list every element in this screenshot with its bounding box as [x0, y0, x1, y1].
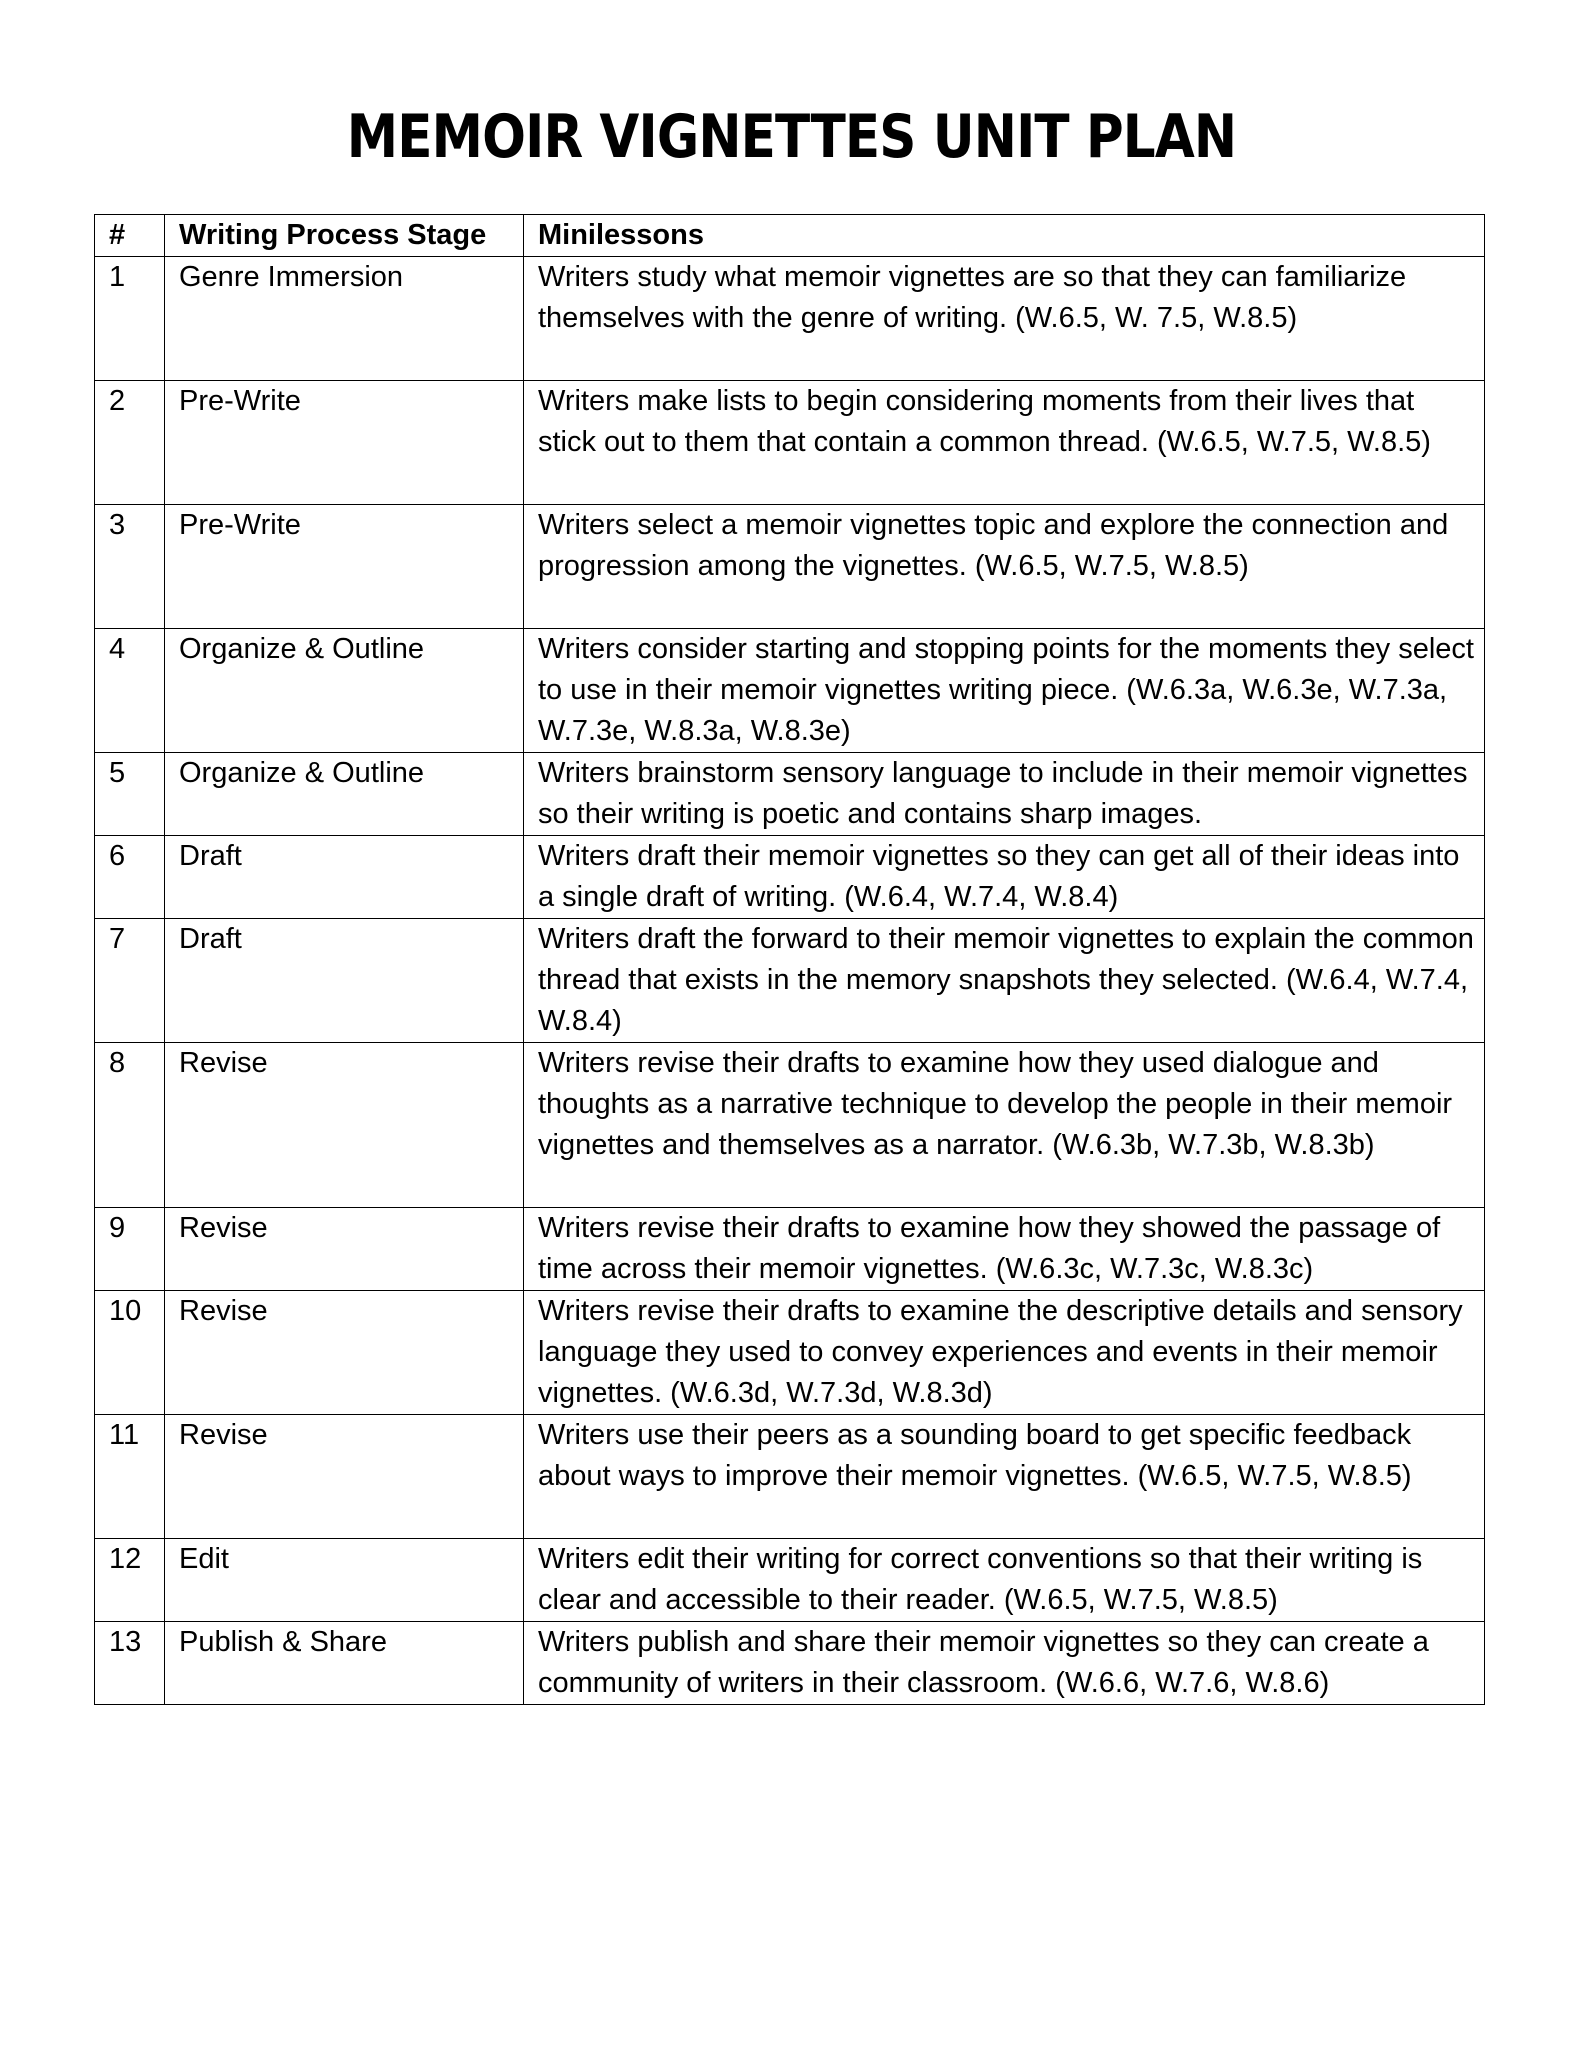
table-row	[95, 629, 1485, 753]
row-stage: Revise	[165, 1208, 524, 1291]
table-header-row	[95, 215, 1485, 257]
row-number: 13	[95, 1622, 165, 1705]
row-stage: Revise	[165, 1415, 524, 1539]
row-minilesson: Writers draft the forward to their memoir vignettes to explain the common thread that exists in the memory snapshots they selected. (W.6.4, W.7.4, W.8.4)	[524, 919, 1485, 1043]
row-number: 3	[95, 505, 165, 629]
table-row	[95, 1622, 1485, 1705]
row-minilesson: Writers draft their memoir vignettes so they can get all of their ideas into a single draft of writing. (W.6.4, W.7.4, W.8.4)	[524, 836, 1485, 919]
row-minilesson: Writers publish and share their memoir vignettes so they can create a community of writers in their classroom. (W.6.6, W.7.6, W.8.6)	[524, 1622, 1485, 1705]
unit-plan-table	[94, 214, 1485, 1705]
header-minilessons: Minilessons	[524, 215, 1485, 257]
row-minilesson: Writers make lists to begin considering moments from their lives that stick out to them that contain a common thread. (W.6.5, W.7.5, W.8.5)	[524, 381, 1485, 505]
row-number: 5	[95, 753, 165, 836]
table-row	[95, 753, 1485, 836]
row-number: 10	[95, 1291, 165, 1415]
row-number: 8	[95, 1043, 165, 1208]
row-minilesson: Writers brainstorm sensory language to include in their memoir vignettes so their writing is poetic and contains sharp images.	[524, 753, 1485, 836]
table-row	[95, 1208, 1485, 1291]
row-minilesson: Writers revise their drafts to examine how they used dialogue and thoughts as a narrative technique to develop the people in their memoir vignettes and themselves as a narrator. (W.6.3b, W.7.3b, W.8.3b)	[524, 1043, 1485, 1208]
table-row	[95, 1291, 1485, 1415]
row-minilesson: Writers use their peers as a sounding board to get specific feedback about ways to improve their memoir vignettes. (W.6.5, W.7.5, W.8.5)	[524, 1415, 1485, 1539]
table-row	[95, 1539, 1485, 1622]
row-number: 12	[95, 1539, 165, 1622]
row-stage: Organize & Outline	[165, 753, 524, 836]
row-minilesson: Writers study what memoir vignettes are so that they can familiarize themselves with the genre of writing. (W.6.5, W. 7.5, W.8.5)	[524, 257, 1485, 381]
row-stage: Pre-Write	[165, 381, 524, 505]
row-stage: Draft	[165, 919, 524, 1043]
row-number: 1	[95, 257, 165, 381]
row-stage: Genre Immersion	[165, 257, 524, 381]
table-row	[95, 1415, 1485, 1539]
table-row	[95, 836, 1485, 919]
table-row	[95, 1043, 1485, 1208]
row-stage: Revise	[165, 1043, 524, 1208]
row-minilesson: Writers edit their writing for correct conventions so that their writing is clear and accessible to their reader. (W.6.5, W.7.5, W.8.5)	[524, 1539, 1485, 1622]
row-stage: Draft	[165, 836, 524, 919]
row-minilesson: Writers consider starting and stopping points for the moments they select to use in their memoir vignettes writing piece. (W.6.3a, W.6.3e, W.7.3a, W.7.3e, W.8.3a, W.8.3e)	[524, 629, 1485, 753]
table-row	[95, 257, 1485, 381]
row-number: 9	[95, 1208, 165, 1291]
page-title: MEMOIR VIGNETTES UNIT PLAN	[346, 102, 1237, 172]
row-minilesson: Writers select a memoir vignettes topic and explore the connection and progression among the vignettes. (W.6.5, W.7.5, W.8.5)	[524, 505, 1485, 629]
row-number: 2	[95, 381, 165, 505]
row-minilesson: Writers revise their drafts to examine how they showed the passage of time across their memoir vignettes. (W.6.3c, W.7.3c, W.8.3c)	[524, 1208, 1485, 1291]
row-minilesson: Writers revise their drafts to examine the descriptive details and sensory language they used to convey experiences and events in their memoir vignettes. (W.6.3d, W.7.3d, W.8.3d)	[524, 1291, 1485, 1415]
row-stage: Pre-Write	[165, 505, 524, 629]
table-row	[95, 381, 1485, 505]
row-stage: Revise	[165, 1291, 524, 1415]
header-number: #	[95, 215, 165, 257]
row-stage: Organize & Outline	[165, 629, 524, 753]
header-writing-process-stage: Writing Process Stage	[165, 215, 524, 257]
row-number: 4	[95, 629, 165, 753]
table-row	[95, 919, 1485, 1043]
row-number: 6	[95, 836, 165, 919]
table-row	[95, 505, 1485, 629]
row-number: 11	[95, 1415, 165, 1539]
row-stage: Publish & Share	[165, 1622, 524, 1705]
row-number: 7	[95, 919, 165, 1043]
row-stage: Edit	[165, 1539, 524, 1622]
